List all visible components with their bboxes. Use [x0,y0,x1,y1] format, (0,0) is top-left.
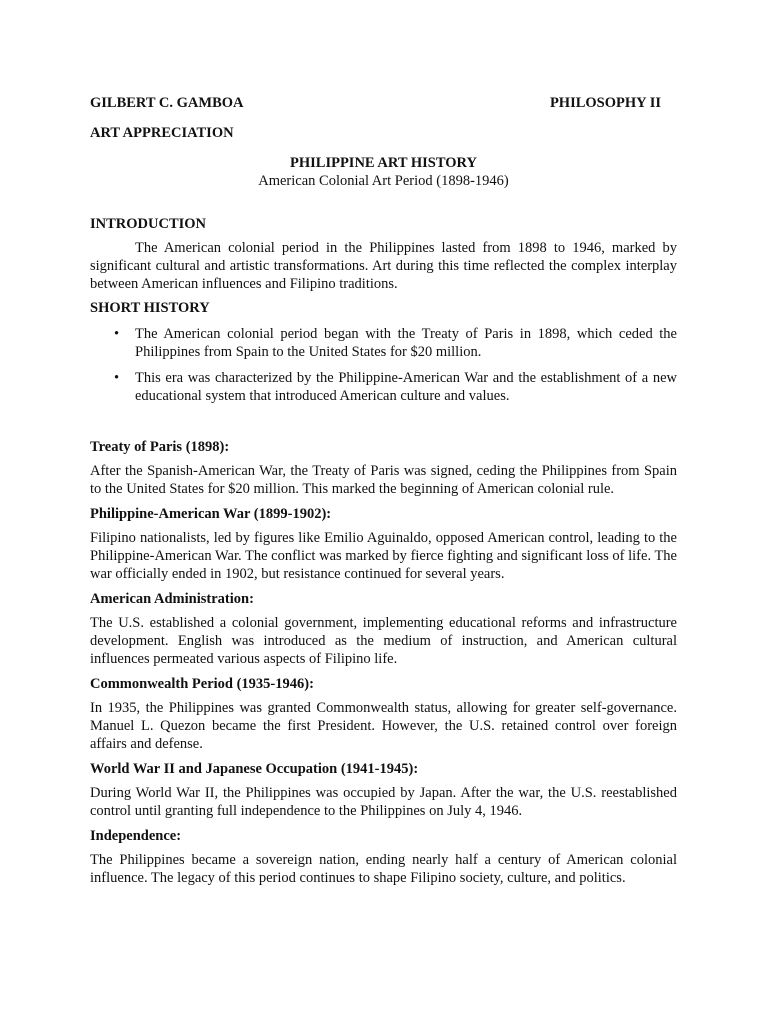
short-history-heading: SHORT HISTORY [90,300,210,316]
document-title: PHILIPPINE ART HISTORY [290,155,477,171]
section-text: In 1935, the Philippines was granted Commonwealth status, allowing for greater self-governance. Manuel L. Quezon became the first President. However, the U.S. retained control over foreign affairs and defense. [90,700,677,752]
section-heading: Treaty of Paris (1898): [90,439,230,455]
list-item [90,325,677,361]
list-item-text: The American colonial period began with the Treaty of Paris in 1898, which ceded the Philippines from Spain to the United States for $20 million. [135,326,677,360]
document-subtitle: American Colonial Art Period (1898-1946) [258,173,509,189]
document-content [90,94,677,887]
section-text: Filipino nationalists, led by figures like Emilio Aguinaldo, opposed American control, leading to the Philippine-American War. The conflict was marked by fierce fighting and significant loss of life. The war officially ended in 1902, but resistance continued for several years. [90,530,677,582]
header-row [90,94,677,112]
section-heading: Independence: [90,828,182,844]
list-item-text: This era was characterized by the Philippine-American War and the establishment of a new educational system that introduced American culture and values. [135,370,677,404]
introduction-text: The American colonial period in the Philippines lasted from 1898 to 1946, marked by significant cultural and artistic transformations. Art during this time reflected the complex interplay between American influences and Filipino traditions. [90,240,677,292]
section-heading: Philippine-American War (1899-1902): [90,506,332,522]
section-text: After the Spanish-American War, the Treaty of Paris was signed, ceding the Philippines from Spain to the United States for $20 million. This marked the beginning of American colonial rule. [90,463,677,497]
bullet-icon: • [114,326,120,342]
section-heading: Commonwealth Period (1935-1946): [90,676,314,692]
course-name: PHILOSOPHY II [549,95,661,111]
bullet-icon: • [114,370,120,386]
subject-name: ART APPRECIATION [90,125,234,141]
list-item [90,369,677,405]
section-text: During World War II, the Philippines was occupied by Japan. After the war, the U.S. reestablished control until granting full independence to the Philippines on July 4, 1946. [90,785,677,819]
section-text: The U.S. established a colonial government, implementing educational reforms and infrastructure development. English was introduced as the medium of instruction, and American cultural influences permeated various aspects of Filipino life. [90,615,677,667]
author-name: GILBERT C. GAMBOA [90,95,244,111]
introduction-heading: INTRODUCTION [90,216,207,232]
short-history-list [90,325,677,405]
section-heading: American Administration: [90,591,254,607]
section-text: The Philippines became a sovereign nation, ending nearly half a century of American colonial influence. The legacy of this period continues to shape Filipino society, culture, and politics. [90,852,677,886]
section-heading: World War II and Japanese Occupation (1941-1945): [90,761,419,777]
